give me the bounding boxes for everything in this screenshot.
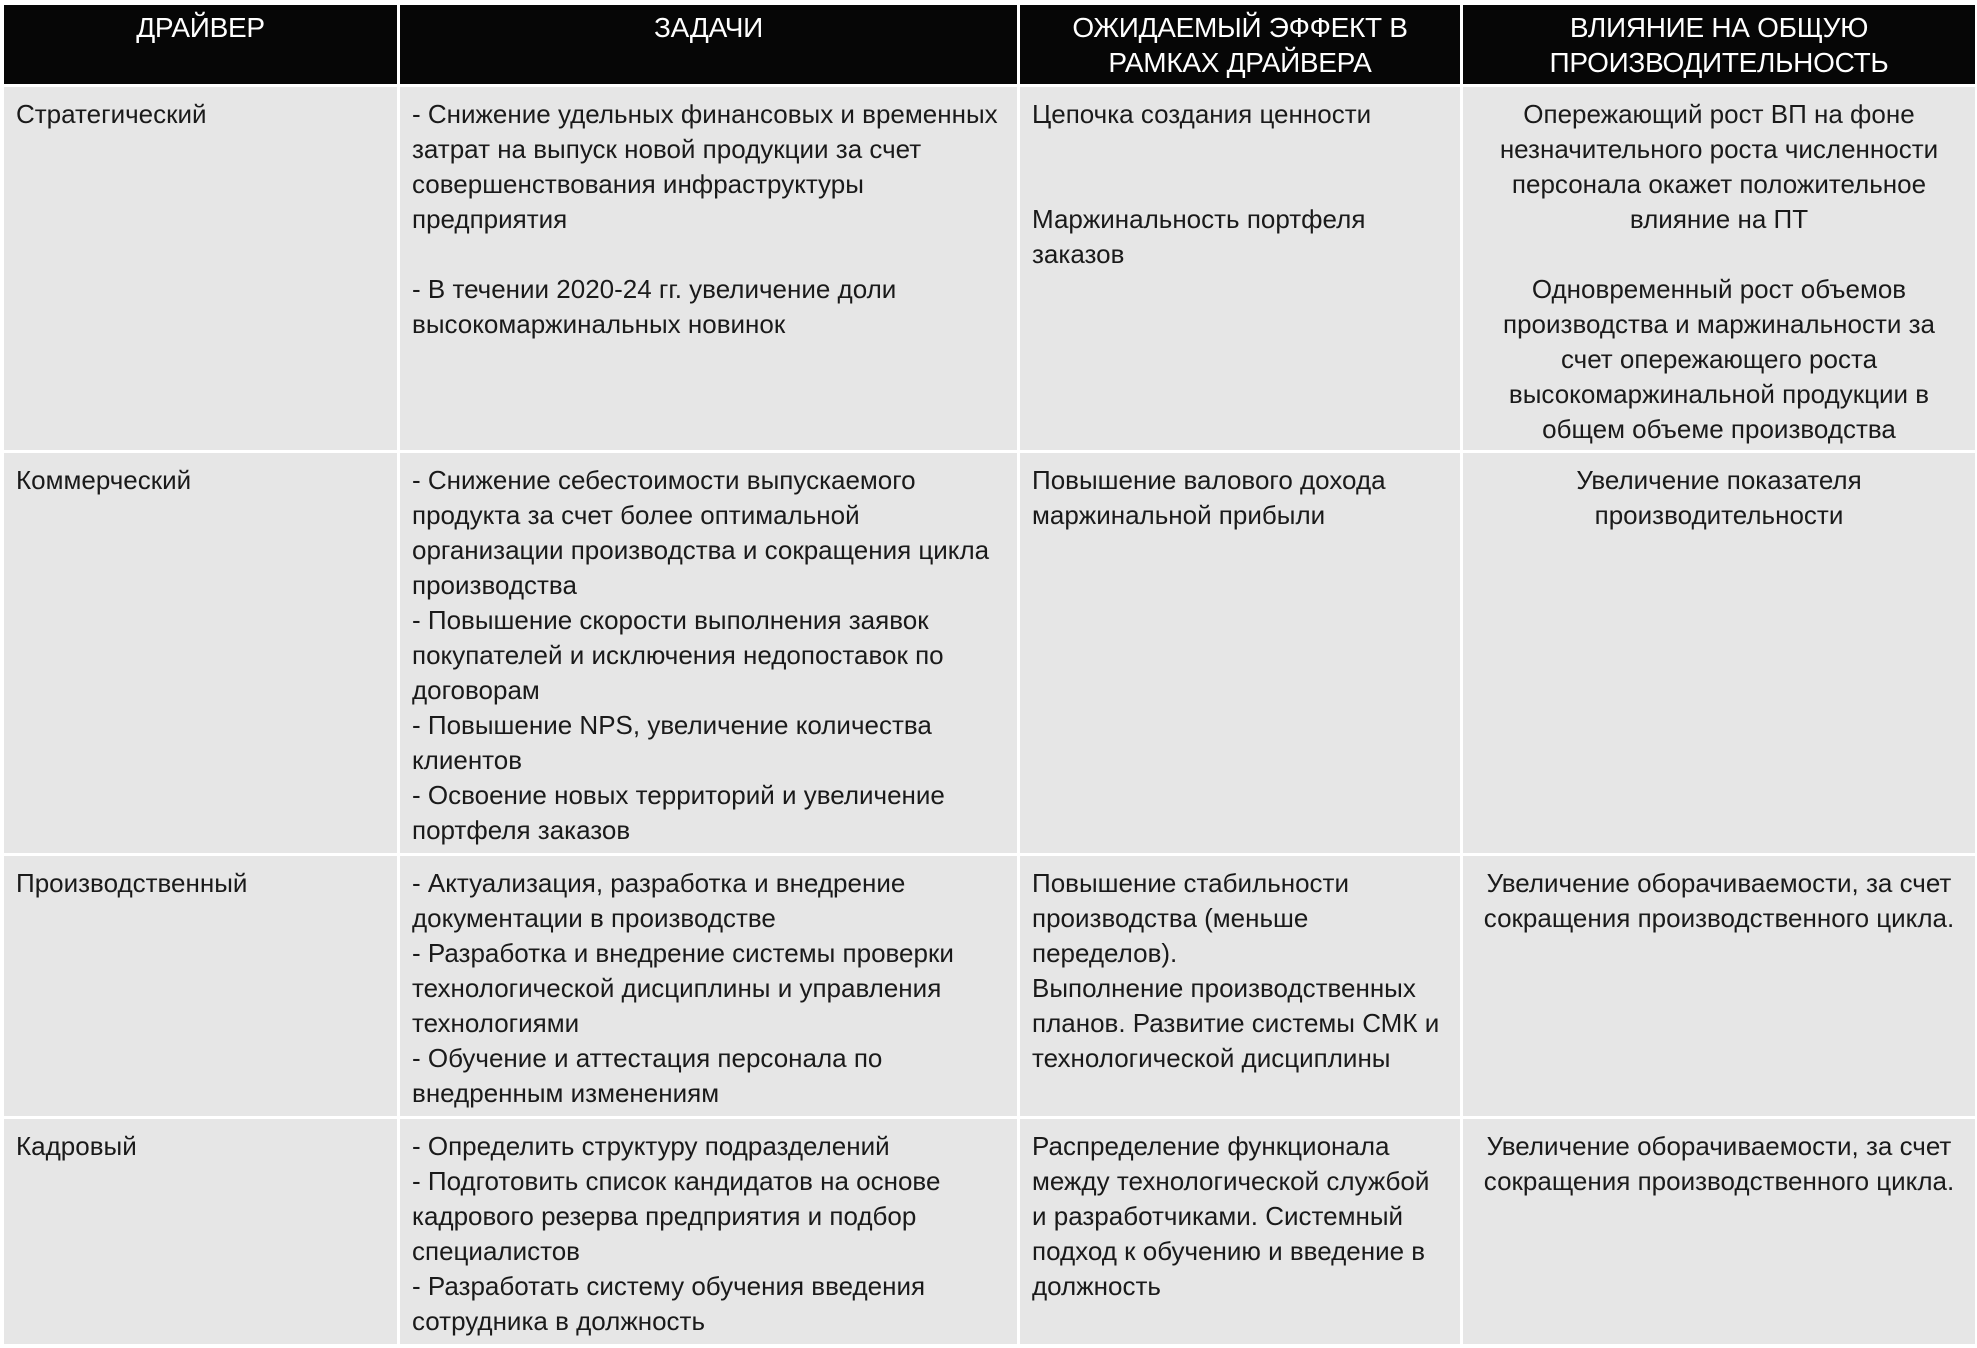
tasks-cell: - Снижение себестоимости выпускаемого продукта за счет более оптимальной организации производства и сокращения цикла производства - Повышение скорости выполнения заявок покупателей и исключения недопоставок по договорам - Повышение NPS, увеличение количества клиентов - Освоение новых территорий и увеличение портфеля заказов: [400, 453, 1017, 853]
header-driver: ДРАЙВЕР: [4, 5, 397, 84]
tasks-cell: - Определить структуру подразделений - Подготовить список кандидатов на основе кадрового резерва предприятия и подбор специалистов - Разработать систему обучения введения сотрудника в должность: [400, 1119, 1017, 1344]
driver-cell: Стратегический: [4, 87, 397, 450]
header-expected-effect: ОЖИДАЕМЫЙ ЭФФЕКТ В РАМКАХ ДРАЙВЕРА: [1020, 5, 1460, 84]
header-tasks: ЗАДАЧИ: [400, 5, 1017, 84]
table-row-strategic: [4, 87, 1975, 450]
driver-cell: Коммерческий: [4, 453, 397, 853]
influence-cell: Опережающий рост ВП на фоне незначительного роста численности персонала окажет положительное влияние на ПТ Одновременный рост объемов производства и маржинальности за счет опережающего роста высокомаржинальной продукции в общем объеме производства: [1463, 87, 1975, 450]
table-row-commercial: [4, 453, 1975, 853]
influence-cell: Увеличение оборачиваемости, за счет сокращения производственного цикла.: [1463, 856, 1975, 1116]
table-row-personnel: [4, 1119, 1975, 1344]
tasks-cell: - Снижение удельных финансовых и временных затрат на выпуск новой продукции за счет совершенствования инфраструктуры предприятия - В течении 2020-24 гг. увеличение доли высокомаржинальных новинок: [400, 87, 1017, 450]
header-overall-influence: ВЛИЯНИЕ НА ОБЩУЮ ПРОИЗВОДИТЕЛЬНОСТЬ: [1463, 5, 1975, 84]
table-header-row: [4, 5, 1975, 84]
effect-cell: Повышение стабильности производства (меньше переделов). Выполнение производственных планов. Развитие системы СМК и технологической дисциплины: [1020, 856, 1460, 1116]
table-row-production: [4, 856, 1975, 1116]
effect-cell: Повышение валового дохода маржинальной прибыли: [1020, 453, 1460, 853]
effect-cell: Цепочка создания ценности Маржинальность портфеля заказов: [1020, 87, 1460, 450]
driver-cell: Кадровый: [4, 1119, 397, 1344]
influence-cell: Увеличение показателя производительности: [1463, 453, 1975, 853]
driver-cell: Производственный: [4, 856, 397, 1116]
influence-cell: Увеличение оборачиваемости, за счет сокращения производственного цикла.: [1463, 1119, 1975, 1344]
tasks-cell: - Актуализация, разработка и внедрение документации в производстве - Разработка и внедрение системы проверки технологической дисциплины и управления технологиями - Обучение и аттестация персонала по внедренным изменениям: [400, 856, 1017, 1116]
effect-cell: Распределение функционала между технологической службой и разработчиками. Системный подход к обучению и введение в должность: [1020, 1119, 1460, 1344]
drivers-table: [1, 2, 1977, 1347]
